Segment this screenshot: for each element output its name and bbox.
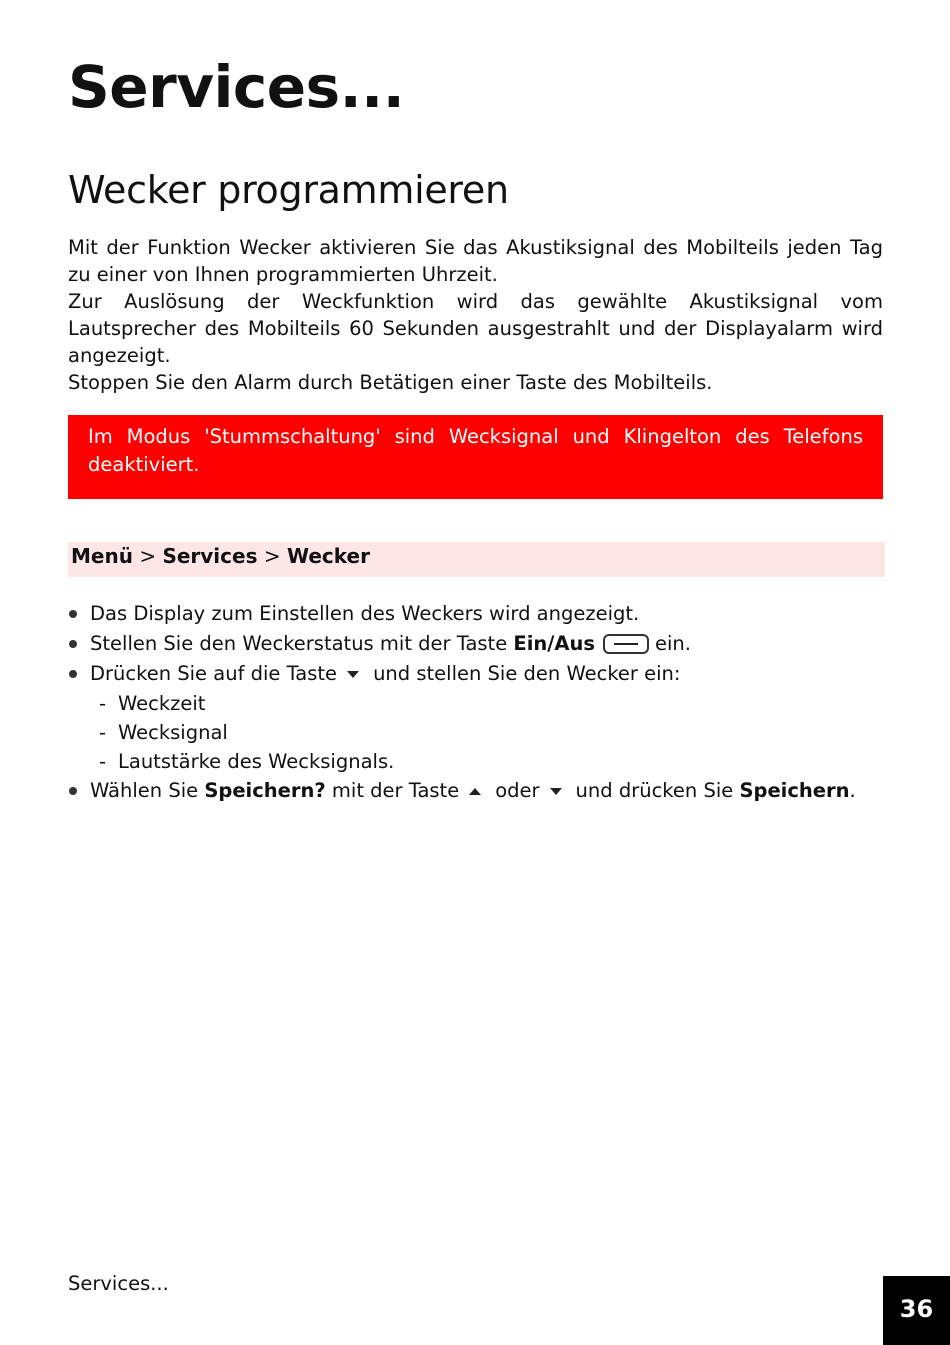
step-item	[68, 777, 898, 807]
sub-item: - Wecksignal	[99, 721, 228, 744]
section-title: Wecker programmieren	[68, 168, 509, 212]
step-text: .	[849, 779, 856, 802]
footer-label: Services...	[68, 1272, 169, 1295]
menu-path-separator: >	[139, 544, 157, 568]
note-box	[68, 415, 883, 499]
intro-paragraph: Stoppen Sie den Alarm durch Betätigen einer Taste des Mobilteils.	[68, 371, 713, 394]
menu-path-separator: >	[263, 544, 281, 568]
sub-item-text: Lautstärke des Wecksignals.	[118, 750, 395, 773]
note-text: Im Modus 'Stummschaltung' sind Wecksignal und Klingelton des Telefons deaktiviert.	[88, 425, 863, 476]
intro-text	[68, 234, 883, 396]
arrow-down-icon	[550, 788, 562, 795]
step-item	[68, 600, 898, 630]
step-text: mit der Taste	[331, 779, 460, 802]
step-list	[68, 600, 898, 807]
bullet-icon	[69, 610, 77, 618]
page-title: Services...	[68, 53, 405, 121]
softkey-icon	[603, 634, 649, 654]
step-text: Das Display zum Einstellen des Weckers wird angezeigt.	[90, 602, 640, 625]
menu-path-item: Wecker	[286, 544, 370, 568]
intro-paragraph: Mit der Funktion Wecker aktivieren Sie das Akustiksignal des Mobilteils jeden Tag zu einer von Ihnen programmierten Uhrzeit.	[68, 236, 883, 286]
key-label: Ein/Aus	[513, 632, 595, 655]
sub-item-text: Weckzeit	[118, 692, 206, 715]
step-item	[68, 630, 898, 660]
step-text: und drücken Sie	[575, 779, 734, 802]
step-text: oder	[495, 779, 540, 802]
step-text: Wählen Sie	[90, 779, 199, 802]
sub-item-text: Wecksignal	[118, 721, 228, 744]
sub-item: - Lautstärke des Wecksignals.	[99, 750, 395, 773]
bullet-icon	[69, 787, 77, 795]
bullet-icon	[69, 670, 77, 678]
sub-list-container	[68, 690, 898, 777]
intro-paragraph: Zur Auslösung der Weckfunktion wird das gewählte Akustiksignal vom Lautsprecher des Mobilteils 60 Sekunden ausgestrahlt und der Displayalarm wird angezeigt.	[68, 290, 883, 367]
bold-term: Speichern?	[204, 779, 326, 802]
sub-item: - Weckzeit	[99, 692, 206, 715]
menu-path-item: Services	[162, 544, 258, 568]
page-number: 36	[883, 1276, 950, 1345]
step-item	[68, 660, 898, 690]
step-text: ein.	[655, 632, 691, 655]
bullet-icon	[69, 640, 77, 648]
step-text: Drücken Sie auf die Taste	[90, 662, 338, 685]
step-text: und stellen Sie den Wecker ein:	[373, 662, 681, 685]
step-text: Stellen Sie den Weckerstatus mit der Taste	[90, 632, 508, 655]
arrow-down-icon	[347, 671, 359, 678]
menu-path	[68, 542, 885, 577]
arrow-up-icon	[469, 788, 481, 795]
bold-term: Speichern	[739, 779, 850, 802]
menu-path-item: Menü	[71, 544, 133, 568]
sub-list	[68, 690, 898, 777]
